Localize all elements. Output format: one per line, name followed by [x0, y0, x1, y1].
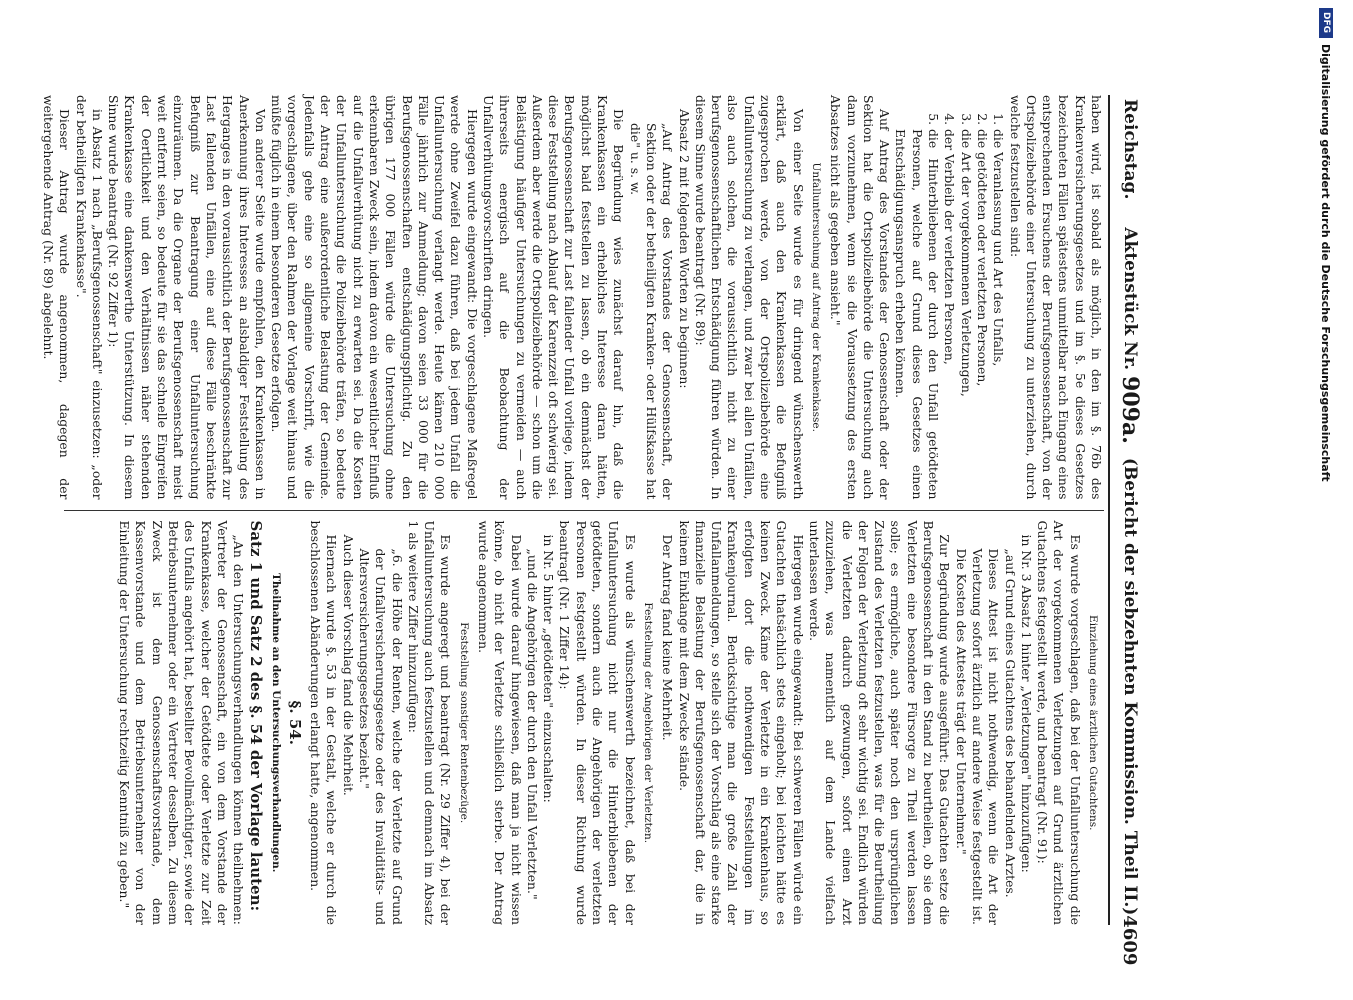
paragraph: Auf Antrag des Vorstandes der Genossenschaft oder der Sektion hat die Ortspolizeibehörde die Untersuchung auch dann vorzunehmen, wenn sie die Voraussetzung des ersten Absatzes nicht als gegeben ansieht."	[828, 95, 893, 500]
paragraph: in Absatz 1 nach „Berufsgenossenschaft" einzusetzen: „oder der betheiligten Krankenkasse".	[73, 95, 105, 500]
section-intro: Satz 1 und Satz 2 des §. 54 der Vorlage lauten:	[247, 520, 266, 912]
list-item: 1. die Veranlassung und Art des Unfalls,	[990, 129, 1006, 500]
page-header	[1108, 95, 1150, 966]
paragraph: Absatz 2 mit folgenden Worten zu beginnen:	[676, 109, 692, 389]
paragraph: haben wird, ist sobald als möglich, in den im §. 76b des Krankenversicherungsgesetzes und im §. 5e dieses Gesetzes bezeichneten Fällen spätestens unmittelbar nach Eingang eines entsprechenden Ersuchens der Berufsgenossenschaft, von der Ortspolizeibehörde einer Untersuchung zu unterziehen, durch welche festzustellen sind:	[1007, 95, 1104, 500]
list-item: 2. die getödteten oder verletzten Personen,	[974, 129, 990, 500]
digitization-credit: Digitalisierung gefördert durch die Deutsche Forschungsgemeinschaft	[1319, 44, 1332, 482]
header-center: Aktenstück Nr.	[1120, 227, 1140, 371]
page-number: 4609	[1119, 915, 1141, 966]
subheading: Feststellung der Angehörigen der Verletzten.	[641, 602, 654, 844]
paragraph: in Nr. 3 Absatz 1 hinter „Verletzungen" hinzuzufügen:	[1018, 534, 1034, 873]
rotated-page-content	[41, 95, 1150, 966]
list-item: 3. die Art der vorgekommenen Verletzungen,	[957, 129, 973, 500]
subheading: Unfalluntersuchung auf Antrag der Krankenkasse.	[809, 162, 822, 432]
subheading: Einziehung eines ärztlichen Gutachtens.	[1087, 615, 1099, 831]
digitization-stamp	[1313, 0, 1353, 1000]
paragraph: Es wurde als wünschenswerth bezeichnet, daß bei der Unfalluntersuchung nicht nur die Hinterbliebenen der getödteten, sondern auch die Angehörigen der verletzten Personen festgestellt würden. In dieser Richtung wurde beantragt (Nr. 1 Ziffer 14):	[557, 520, 638, 925]
quoted-text: „6. die Höhe der Renten, welche der Verletzte auf Grund der Unfallversicherungsgesetze oder des Invaliditäts- und Altersversicherungsgesetzes bezieht."	[356, 548, 405, 925]
text-columns	[41, 95, 1104, 925]
paragraph: Hiernach wurde §. 53 in der Gestalt, welche er durch die beschlossenen Abänderungen erlangt hatte, angenommen.	[308, 520, 340, 925]
paragraph: Dieser Antrag wurde angenommen, dagegen der weitergehende Antrag (Nr. 89) abgelehnt.	[41, 95, 73, 500]
quoted-text: Dieses Attest ist nicht nothwendig, wenn die Art der Verletzung sofort ärztlich auf andere Weise festgestellt ist. Die Kosten des Attestes trägt der Unternehmer."	[953, 548, 1002, 925]
section-subheading: Theilnahme an den Untersuchungsverhandlungen.	[270, 573, 283, 873]
paragraph: Von anderer Seite wurde empfohlen, den Krankenkassen in Anerkennung ihres Interesses an alsbaldiger Feststellung des Herganges in den voraussichtlich der Berufsgenossenschaft zur Last fallenden Unfällen, eine auf diese Fälle beschränkte Befugniß zur Beantragung einer Unfalluntersuchung einzuräumen. Da die Organe der Berufsgenossenschaft meist weit entfernt seien, so bedeute für sie das schnelle Eingreifen der Oertlichkeit und den Verhältnissen näher stehenden Krankenkasse eine dankenswerthe Unterstützung. In diesem Sinne wurde beantragt (Nr. 92 Ziffer 1):	[106, 95, 268, 500]
quoted-text: „An den Untersuchungsverhandlungen können theilnehmen: Vertreter der Genossenschaft, ein von dem Vorstande der Krankenkasse, welcher der Getödtete oder Verletzte zur Zeit des Unfalls angehört hat, bestellter Bevollmächtigter, sowie der Betriebsunternehmer oder ein Vertreter desselben. Zu diesem Zweck ist dem Genossenschaftsvorstande, dem Kassenvorstande und dem Betriebsunternehmer von der Einleitung der Untersuchung rechtzeitig Kenntniß zu geben."	[117, 520, 247, 925]
list-item: 5. die Hinterbliebenen der durch den Unfall getödteten Personen, welche auf Grund dieses Gesetzes einen Entschädigungsanspruch erheben können.	[892, 129, 941, 500]
header-number: 909a.	[1117, 376, 1143, 444]
subheading: Feststellung sonstiger Rentenbezüge.	[457, 622, 470, 824]
paragraph: Auch dieser Vorschlag fand die Mehrheit.	[340, 534, 356, 796]
quoted-text: „Auf Antrag des Vorstandes der Genossenschaft, der Sektion oder der betheiligten Kranken- oder Hülfskasse hat die" u. s. w.	[627, 123, 676, 500]
paragraph: in Nr. 5 hinter „getödteten" einzuschalten:	[541, 534, 557, 803]
quoted-text: „auf Grund eines Gutachtens des behandelnden Arztes.	[1002, 548, 1018, 898]
quoted-text: „und die Angehörigen der durch den Unfall Verletzten."	[524, 548, 540, 900]
paragraph: Von einer Seite wurde es für dringend wünschenswerth erklärt, daß auch den Krankenkassen die Befugniß zugesprochen werde, von der Ortspolizeibehörde eine Unfalluntersuchung zu verlangen, und zwar bei allen Unfällen, also auch solchen, die voraussichtlich nicht zu einer berufsgenossenschaftlichen Entschädigung führen würden. In diesem Sinne wurde beantragt (Nr. 89):	[692, 95, 806, 500]
paragraph: Hiergegen wurde eingewandt: Die vorgeschlagene Maßregel werde ohne Zweifel dazu führen, daß bei jedem Unfall die Unfalluntersuchung verlangt werde. Heute kämen 210 000 Fälle jährlich zur Anmeldung; davon seien 33 000 für die Berufsgenossenschaften entschädigungspflichtig. Zu den übrigen 177 000 Fällen würde die Untersuchung ohne erkennbaren Zweck sein, indem davon ein wesentlicher Einfluß auf die Unfallverhütung nicht zu erwarten sei. Da die Kosten der Unfalluntersuchung die Polizeibehörde träfen, so bedeute der Antrag eine außerordentliche Belastung der Gemeinde. Jedenfalls gehe eine so allgemeine Vorschrift, wie die vorgeschlagene, über den Rahmen der Vorlage weit hinaus und müßte füglich in einem besonderen Gesetze erfolgen.	[269, 95, 480, 500]
paragraph: Zur Begründung wurde ausgeführt: Das Gutachten setze die Berufsgenossenschaft in den Stand zu beurtheilen, ob sie dem Verletzten eine besondere Fürsorge zu Theil werden lassen solle; es ermögliche, auch später noch den ursprünglichen Zustand des Verletzten festzustellen, was für die Beurtheilung der Folgen der Verletzung oft sehr wichtig sei. Endlich würden die Verletzten dadurch gezwungen, sofort einen Arzt zuzuziehen, was namentlich auf dem Lande vielfach unterlassen werde.	[806, 520, 953, 925]
left-column	[41, 95, 1104, 510]
header-right: (Bericht der siebzehnten Kommission. Theil II.)	[1120, 457, 1140, 916]
paragraph: Die Begründung wies zunächst darauf hin, daß die Krankenkassen ein erhebliches Interesse daran hätten, möglichst bald feststellen zu lassen, ob ein demnächst der Berufsgenossenschaft zur Last fallender Unfall vorliege, indem diese Feststellung nach Ablauf der Karenzzeit oft schwierig sei. Außerdem aber werde die Ortspolizeibehörde — schon um die Belästigung häufiger Untersuchungen zu vermeiden — auch ihrerseits energisch auf die Beobachtung der Unfallverhütungsvorschriften dringen.	[481, 95, 627, 500]
section-heading: §. 54.	[285, 700, 304, 745]
paragraph: Hiergegen wurde eingewandt: Bei schweren Fällen würde ein Gutachten thatsächlich stets eingeholt; bei leichten hätte es keinen Zweck. Käme der Verletzte in ein Krankenhaus, so erfolgten dort die nothwendigen Feststellungen im Krankenjournal. Berücksichtige man die große Zahl der Unfallanmeldungen, so stelle sich der Vorschlag als eine starke finanzielle Belastung der Berufsgenossenschaft dar, die in keinem Einklange mit dem Zwecke stände.	[676, 520, 806, 925]
right-column	[64, 511, 1104, 926]
paragraph: Dabei wurde darauf hingewiesen, daß man ja nicht wissen könne, ob nicht der Verletzte schließlich sterbe. Der Antrag wurde angenommen.	[476, 520, 524, 925]
dfg-logo-icon: DFG	[1319, 8, 1333, 38]
list-item: 4. der Verbleib der verletzten Personen,	[941, 129, 957, 500]
paragraph: Es wurde angeregt und beantragt (Nr. 29 Ziffer 4), bei der Unfalluntersuchung auch festzustellen und demnach im Absatz 1 als weitere Ziffer hinzuzufügen:	[405, 520, 454, 925]
findings-list	[892, 95, 1006, 500]
header-left: Reichstag.	[1120, 99, 1140, 200]
paragraph: Der Antrag fand keine Mehrheit.	[660, 534, 676, 741]
paragraph: Es wurde vorgeschlagen, daß bei der Unfalluntersuchung die Art der vorgekommenen Verletzungen auf Grund ärztlichen Gutachtens festgestellt werde, und beantragt (Nr. 91):	[1035, 520, 1083, 925]
